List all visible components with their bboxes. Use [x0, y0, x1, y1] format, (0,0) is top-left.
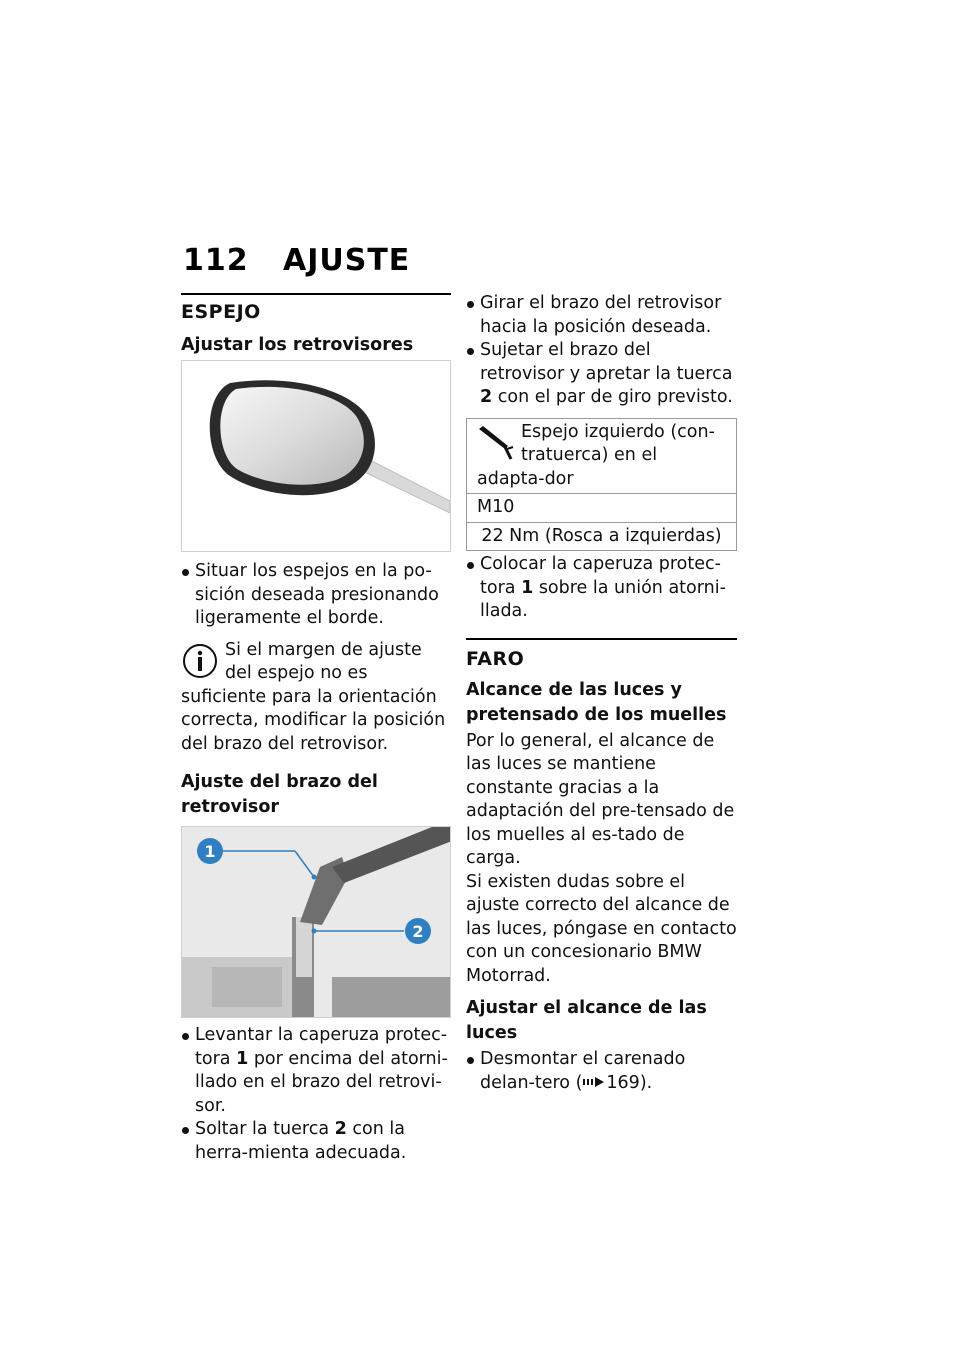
svg-text:2: 2: [412, 922, 424, 941]
callout-2: [405, 918, 431, 944]
list-item: Colocar la caperuza protec-tora 1 sobre la unión atorni-llada.: [466, 553, 737, 624]
list-item: Desmontar el carenado delan-tero ( 169).: [466, 1048, 737, 1095]
info-note: [181, 639, 451, 757]
section-title-espejo: ESPEJO: [181, 301, 261, 323]
section-rule: [466, 638, 737, 640]
list-arm-steps-continued: [466, 292, 737, 410]
spec-torque: 22 Nm (Rosca a izquierdas): [467, 522, 736, 551]
left-column: [181, 293, 451, 1165]
section-title-faro: FARO: [466, 647, 525, 670]
list-item: Situar los espejos en la po-sición deseada presionando ligeramente el borde.: [181, 560, 451, 631]
section-rule: [181, 293, 451, 295]
list-mirror-steps: [181, 560, 451, 631]
page-number: 112: [183, 243, 249, 278]
wrench-icon: [475, 423, 515, 461]
svg-text:1: 1: [204, 842, 216, 861]
part-reference: 2: [480, 387, 493, 407]
spec-title: Espejo izquierdo (con-tratuerca) en el adapta-dor: [477, 421, 715, 489]
part-reference: 1: [236, 1048, 249, 1069]
list-item: Levantar la caperuza protec-tora 1 por encima del atorni-llado en el brazo del retrovi-sor.: [181, 1024, 451, 1118]
spec-title-cell: [467, 419, 736, 494]
mirror-arm-illustration: [182, 827, 451, 1018]
list-item: Soltar la tuerca 2 con la herra-mienta adecuada.: [181, 1118, 451, 1165]
spec-thread: M10: [467, 493, 736, 522]
note-text: Si el margen de ajuste del espejo no es suficiente para la orientación correcta, modificar la posición del brazo del retrovisor.: [181, 639, 446, 754]
right-column: [466, 292, 737, 1095]
mirror-illustration: [182, 361, 451, 552]
list-arm-steps: [181, 1024, 451, 1165]
page-reference-arrow-icon: [582, 1075, 606, 1089]
chapter-title: AJUSTE: [283, 243, 411, 278]
mirror-photo: [181, 360, 451, 552]
subheading-ajustar-alcance: Ajustar el alcance de las luces: [466, 998, 707, 1043]
torque-spec-table: [466, 418, 737, 552]
list-item: Girar el brazo del retrovisor hacia la posición deseada.: [466, 292, 737, 339]
info-icon: [181, 641, 219, 681]
page-reference[interactable]: 169: [606, 1072, 640, 1093]
subheading-alcance-luces: Alcance de las luces y pretensado de los muelles: [466, 679, 727, 725]
page-header: [183, 243, 410, 278]
list-cap-steps: [466, 553, 737, 624]
part-reference: 1: [521, 577, 534, 598]
subheading-ajustar-retrovisores: Ajustar los retrovisores: [181, 335, 414, 355]
list-headlight-steps: [466, 1048, 737, 1095]
mirror-arm-photo: [181, 826, 451, 1018]
part-reference: 2: [334, 1119, 347, 1139]
paragraph-alcance: Por lo general, el alcance de las luces se mantiene constante gracias a la adaptación del pre-tensado de los muelles al es-tado de carga.: [466, 730, 735, 868]
callout-1: [197, 838, 223, 864]
subheading-ajuste-brazo: Ajuste del brazo del retrovisor: [181, 772, 378, 817]
paragraph-dudas: Si existen dudas sobre el ajuste correcto del alcance de las luces, póngase en contacto con un concesionario BMW Motorrad.: [466, 871, 737, 986]
list-item: Sujetar el brazo del retrovisor y apretar la tuerca 2 con el par de giro previsto.: [466, 339, 737, 410]
